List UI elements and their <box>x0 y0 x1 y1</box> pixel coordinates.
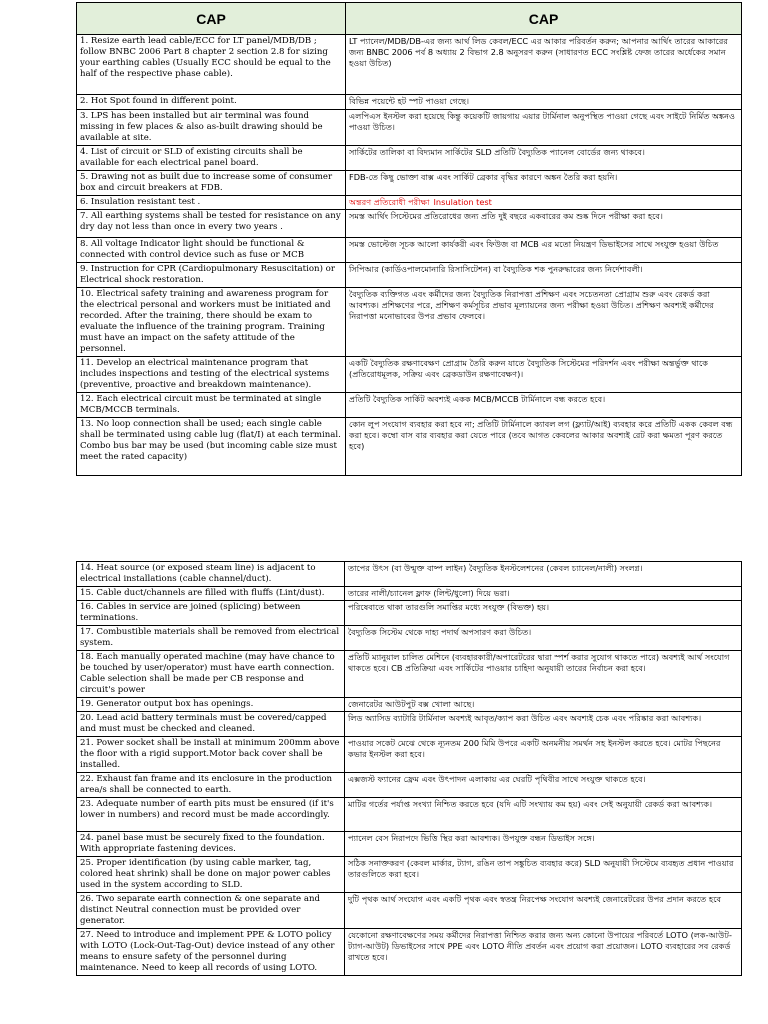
cap-item-bn: প্রতিটি বৈদ্যুতিক সার্কিট অবশ্যই একক MCB/MCCB টার্মিনালে বন্ধ করতে হবে। <box>346 393 742 418</box>
cap-item-en: 1. Resize earth lead cable/ECC for LT panel/MDB/DB ; follow BNBC 2006 Part 8 chapter 2 section 2.8 for sizing your earthing cables (Usually ECC should be equal to the half of the respective phase cable). <box>77 35 346 95</box>
cap-item-en: 20. Lead acid battery terminals must be covered/capped and must must be checked and cleaned. <box>77 712 345 737</box>
table-row <box>77 95 742 110</box>
cap-item-bn: বৈদ্যুতিক সিস্টেম থেকে দাহ্য পদার্থ অপসারণ করা উচিত। <box>345 626 742 651</box>
cap-item-en: 5. Drawing not as built due to increase some of consumer box and circuit breakers at FDB. <box>77 171 346 196</box>
cap-item-bn: সমস্ত ভোল্টেজ সূচক আলো কার্যকরী এবং ফিউজ বা MCB এর মতো নিয়ন্ত্রণ ডিভাইসের সাথে সংযুক্ত হওয়া উচিত <box>346 238 742 263</box>
table-row <box>77 196 742 210</box>
table-row <box>77 712 742 737</box>
cap-item-en: 4. List of circuit or SLD of existing circuits shall be available for each electrical panel board. <box>77 146 346 171</box>
cap-item-bn: লিড অ্যাসিড ব্যাটারি টার্মিনাল অবশ্যই আবৃত/ক্যাপ করা উচিত এবং অবশ্যই চেক এবং পরিষ্কার করা আবশ্যক। <box>345 712 742 737</box>
cap-item-en: 24. panel base must be securely fixed to the foundation. With appropriate fastening devices. <box>77 832 345 857</box>
table-row <box>77 601 742 626</box>
header-cap-en: CAP <box>77 3 346 35</box>
cap-item-bn: জেনারেটর আউটপুট বক্স খোলা আছে। <box>345 698 742 712</box>
cap-item-bn: সমস্ত আর্থিং সিস্টেমের প্রতিরোধের জন্য প্রতি দুই বছরে একবারের কম শুষ্ক দিনে পরীক্ষা করা হবে। <box>346 210 742 238</box>
cap-item-en: 3. LPS has been installed but air terminal was found missing in few places & also as-built drawing should be available at site. <box>77 110 346 146</box>
cap-item-bn: বৈদ্যুতিক ব্যক্তিগত এবং কর্মীদের জন্য বৈদ্যুতিক নিরাপত্তা প্রশিক্ষণ এবং সচেতনতা প্রোগ্রাম শুরু এবং রেকর্ড করা আবশ্যক। প্রশিক্ষণের পরে, প্রশিক্ষণ কর্মসূচির প্রভাব মূল্যায়নের জন্য পরীক্ষা হওয়া উচিত। প্রশিক্ষণ অবশ্যই কর্মীদের নিরাপত্তা মনোভাবের উপর প্রভাব ফেলবে। <box>346 288 742 357</box>
cap-item-bn: এক্সজস্ট ফ্যানের ফ্রেম এবং উৎপাদন এলাকায় এর ঘেরটি পৃথিবীর সাথে সংযুক্ত থাকতে হবে। <box>345 773 742 798</box>
cap-item-bn: কোন লুপ সংযোগ ব্যবহার করা হবে না; প্রতিটি টার্মিনালে ক্যাবল লগ (ফ্ল্যাট/আই) ব্যবহার করে প্রতিটি একক কেবল বন্ধ করা হবে। কম্বো বাস বার ব্যবহার করা যেতে পারে (তবে আগত কেবলের আকার অবশ্যই রেট করা ক্ষমতা পূরণ করতে হবে) <box>346 418 742 476</box>
cap-item-en: 26. Two separate earth connection & one separate and distinct Neutral connection must be provided over generator. <box>77 893 345 929</box>
cap-table-2 <box>76 561 742 976</box>
cap-item-bn: বিভিন্ন পয়েন্টে হট স্পট পাওয়া গেছে। <box>346 95 742 110</box>
cap-item-en: 19. Generator output box has openings. <box>77 698 345 712</box>
cap-item-bn: যেকোনো রক্ষণাবেক্ষণের সময় কর্মীদের নিরাপত্তা নিশ্চিত করার জন্য অন্য কোনো উপায়ের পরিবর্তে LOTO (লক-আউট-ট্যাগ-আউট) ডিভাইসের সাথে PPE এবং LOTO নীতি প্রবর্তন এবং প্রয়োগ করা প্রয়োজন। LOTO ব্যবহারের সব রেকর্ড রাখতে হবে। <box>345 929 742 976</box>
cap-item-en: 15. Cable duct/channels are filled with fluffs (Lint/dust). <box>77 587 345 601</box>
cap-item-bn: একটি বৈদ্যুতিক রক্ষণাবেক্ষণ প্রোগ্রাম তৈরি করুন যাতে বৈদ্যুতিক সিস্টেমের পরিদর্শন এবং পরীক্ষা অন্তর্ভুক্ত থাকে (প্রতিরোধমূলক, সক্রিয় এবং ব্রেকডাউন রক্ষণাবেক্ষণ)। <box>346 357 742 393</box>
cap-item-en: 8. All voltage Indicator light should be functional & connected with control device such as fuse or MCB <box>77 238 346 263</box>
cap-item-bn: সিপিআর (কার্ডিওপালমোনারি রিসাসিটেশন) বা বৈদ্যুতিক শক পুনরুদ্ধারের জন্য নির্দেশাবলী। <box>346 263 742 288</box>
table-row <box>77 626 742 651</box>
table-row <box>77 562 742 587</box>
table-row <box>77 146 742 171</box>
table-row <box>77 737 742 773</box>
cap-item-bn: তারের নালী/চ্যানেল ফ্লাফ (লিন্ট/ধুলো) দিয়ে ভরা। <box>345 587 742 601</box>
cap-item-en: 16. Cables in service are joined (splicing) between terminations. <box>77 601 345 626</box>
table-row <box>77 418 742 476</box>
cap-table-1 <box>76 2 742 476</box>
cap-item-en: 2. Hot Spot found in different point. <box>77 95 346 110</box>
table-row <box>77 357 742 393</box>
cap-item-en: 22. Exhaust fan frame and its enclosure in the production area/s shall be connected to earth. <box>77 773 345 798</box>
header-row <box>77 3 742 35</box>
table-row <box>77 35 742 95</box>
table-row <box>77 698 742 712</box>
cap-item-en: 9. Instruction for CPR (Cardiopulmonary Resuscitation) or Electrical shock restoration. <box>77 263 346 288</box>
cap-item-bn: সার্কিটের তালিকা বা বিদ্যমান সার্কিটের SLD প্রতিটি বৈদ্যুতিক প্যানেল বোর্ডের জন্য থাকবে। <box>346 146 742 171</box>
table-row <box>77 393 742 418</box>
table-row <box>77 238 742 263</box>
cap-item-bn: মাটির গর্তের পর্যাপ্ত সংখ্যা নিশ্চিত করতে হবে (যদি এটি সংখ্যায় কম হয়) এবং সেই অনুযায়ী রেকর্ড করা আবশ্যক। <box>345 798 742 832</box>
table-row <box>77 651 742 698</box>
table-row <box>77 263 742 288</box>
table-row <box>77 587 742 601</box>
cap-item-bn <box>346 196 742 210</box>
table-row <box>77 110 742 146</box>
table-row <box>77 857 742 893</box>
cap-item-en: 11. Develop an electrical maintenance program that includes inspections and testing of the electrical systems (preventive, proactive and breakdown maintenance). <box>77 357 346 393</box>
table-row <box>77 288 742 357</box>
cap-item-bn: FDB-তে কিছু ভোক্তা বাক্স এবং সার্কিট ব্রেকার বৃদ্ধির কারণে অঙ্কন তৈরি করা হয়নি। <box>346 171 742 196</box>
cap-item-en: 12. Each electrical circuit must be terminated at single MCB/MCCB terminals. <box>77 393 346 418</box>
cap-item-en: 14. Heat source (or exposed steam line) is adjacent to electrical installations (cable channel/duct). <box>77 562 345 587</box>
table-row <box>77 929 742 976</box>
table-row <box>77 773 742 798</box>
table-row <box>77 210 742 238</box>
cap-item-en: 27. Need to introduce and implement PPE & LOTO policy with LOTO (Lock-Out-Tag-Out) device instead of any other means to ensure safety of the personnel during maintenance. Need to keep all records of using LOTO. <box>77 929 345 976</box>
table-row <box>77 893 742 929</box>
cap-item-bn: প্রতিটি ম্যানুয়াল চালিত মেশিনে (ব্যবহারকারী/অপারেটরের দ্বারা স্পর্শ করার সুযোগ থাকতে পারে) অবশ্যই আর্থ সংযোগ থাকতে হবে। CB প্রতিক্রিয়া এবং সার্কিটের পাওয়ার চাহিদা অনুযায়ী তারের নির্বাচন করা হবে। <box>345 651 742 698</box>
cap-item-en: 10. Electrical safety training and awareness program for the electrical personal and workers must be initiated and recorded. After the training, there should be exam to evaluate the influence of the training program. Training must have an impact on the safety attitude of the personnel. <box>77 288 346 357</box>
cap-item-bn-text: অন্তরণ প্রতিরোধী পরীক্ষা <box>349 197 430 207</box>
cap-item-en: 17. Combustible materials shall be removed from electrical system. <box>77 626 345 651</box>
table-row <box>77 798 742 832</box>
cap-item-bn: দুটি পৃথক আর্থ সংযোগ এবং একটি পৃথক এবং স্বতন্ত্র নিরপেক্ষ সংযোগ অবশ্যই জেনারেটরের উপর প্রদান করতে হবে <box>345 893 742 929</box>
cap-item-en: 23. Adequate number of earth pits must be ensured (if it's lower in numbers) and record must be made accordingly. <box>77 798 345 832</box>
cap-item-en: 25. Proper identification (by using cable marker, tag, colored heat shrink) shall be done on major power cables used in the system according to SLD. <box>77 857 345 893</box>
cap-item-bn: এলপিএস ইনস্টল করা হয়েছে কিন্তু কয়েকটি জায়গায় এয়ার টার্মিনাল অনুপস্থিত পাওয়া গেছে এবং সাইটে নির্মিত অঙ্কনও পাওয়া উচিত। <box>346 110 742 146</box>
cap-item-bn: LT প্যানেল/MDB/DB-এর জন্য আর্থ লিড কেবল/ECC এর আকার পরিবর্তন করুন; আপনার আর্থিং তারের আকারের জন্য BNBC 2006 পর্ব 8 অধ্যায় 2 বিভাগ 2.8 অনুসরণ করুন (সাধারণত ECC সংশ্লিষ্ট ফেজ তারের অর্ধেকের সমান হওয়া উচিত) <box>346 35 742 95</box>
cap-item-bn: পাওয়ার সকেট মেঝে থেকে ন্যূনতম 200 মিমি উপরে একটি অনমনীয় সমর্থন সহ ইনস্টল করতে হবে। মোটর পিছনের কভার ইনস্টল করা হবে। <box>345 737 742 773</box>
header-cap-bn: CAP <box>346 3 742 35</box>
cap-item-bn: সঠিক সনাক্তকরণ (কেবল মার্কার, ট্যাগ, রঙিন তাপ সঙ্কুচিত ব্যবহার করে) SLD অনুযায়ী সিস্টেমে ব্যবহৃত প্রধান পাওয়ার তারগুলিতে করা হবে। <box>345 857 742 893</box>
table-row <box>77 832 742 857</box>
cap-item-en: 18. Each manually operated machine (may have chance to be touched by user/operator) must have earth connection. Cable selection shall be made per CB response and circuit's power <box>77 651 345 698</box>
table-row <box>77 171 742 196</box>
cap-item-en: 7. All earthing systems shall be tested for resistance on any dry day not less than once in every two years . <box>77 210 346 238</box>
cap-item-en: 6. Insulation resistant test . <box>77 196 346 210</box>
cap-item-bn-tag: Insulation test <box>433 197 492 207</box>
cap-item-en: 13. No loop connection shall be used; each single cable shall be terminated using cable lug (flat/I) at each terminal. Combo bus bar may be used (but incoming cable size must meet the rated capacity) <box>77 418 346 476</box>
cap-item-en: 21. Power socket shall be install at minimum 200mm above the floor with a rigid support.Motor back cover shall be installed. <box>77 737 345 773</box>
cap-item-bn: পরিষেবাতে থাকা তারগুলি সমাপ্তির মধ্যে সংযুক্ত (বিভক্ত) হয়। <box>345 601 742 626</box>
cap-item-bn: প্যানেল বেস নিরাপদে ভিত্তি স্থির করা আবশ্যক। উপযুক্ত বন্ধন ডিভাইস সঙ্গে। <box>345 832 742 857</box>
cap-item-bn: তাপের উৎস (বা উন্মুক্ত বাষ্প লাইন) বৈদ্যুতিক ইনস্টলেশনের (কেবল চ্যানেল/নালী) সংলগ্ন। <box>345 562 742 587</box>
